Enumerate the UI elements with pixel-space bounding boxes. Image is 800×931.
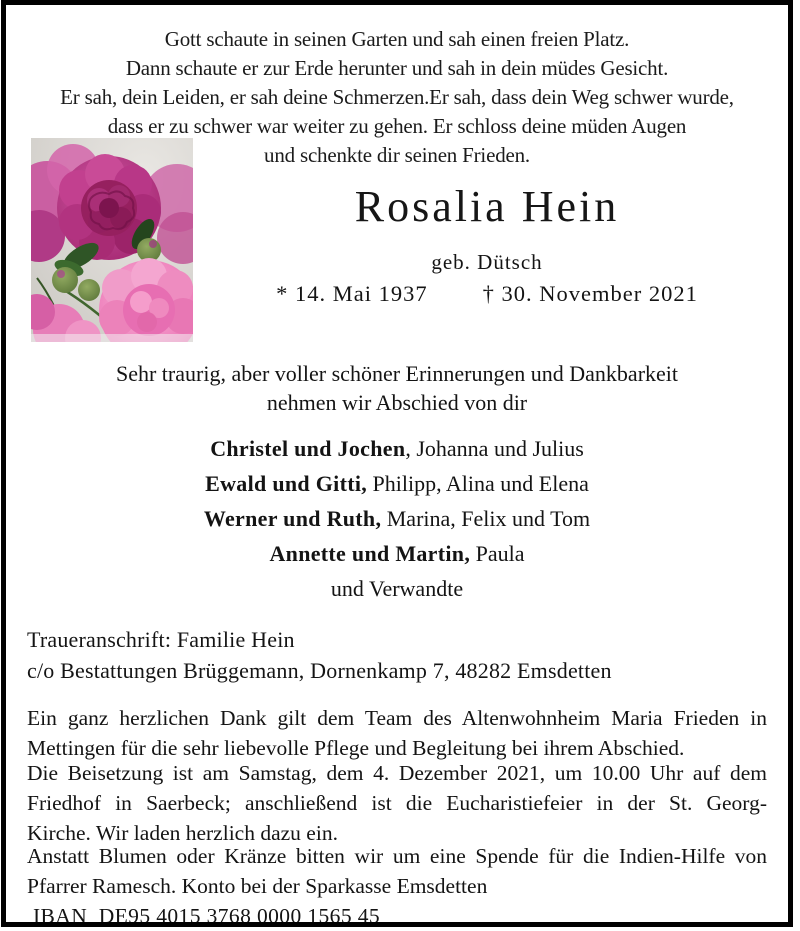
poem-line: dass er zu schwer war weiter zu gehen. Er schloss deine müden Augen <box>107 114 687 138</box>
deceased-header <box>197 182 777 309</box>
life-dates <box>197 279 777 309</box>
donation-line: Anstatt Blumen oder Kränze bitten wir um eine Spende für die Indien-Hilfe von <box>27 844 767 868</box>
mourner-line: Annette und Martin, Paula <box>269 541 525 566</box>
mourner-line: Werner und Ruth, Marina, Felix und Tom <box>203 506 591 531</box>
poem-line: Dann schaute er zur Erde herunter und sah in dein müdes Gesicht. <box>125 56 669 80</box>
peonies-photo <box>31 138 193 342</box>
iban-line: IBAN DE95 4015 3768 0000 1565 45 <box>33 904 381 927</box>
donation-paragraph <box>27 841 767 927</box>
notice-frame <box>1 0 793 927</box>
poem-line: und schenkte dir seinen Frieden. <box>264 143 530 167</box>
mourners-list <box>27 431 767 606</box>
funeral-line: Kirche. Wir laden herzlich dazu ein. <box>27 821 338 845</box>
thanks-paragraph <box>27 703 767 763</box>
farewell-line: Sehr traurig, aber voller schöner Erinnerungen und Dankbarkeit <box>115 361 679 386</box>
mourner-line: und Verwandte <box>330 576 464 601</box>
mourner-line: Ewald und Gitti, Philipp, Alina und Elena <box>205 471 589 496</box>
farewell-text <box>27 359 767 417</box>
funeral-line: Die Beisetzung ist am Samstag, dem 4. Dezember 2021, um 10.00 Uhr auf dem <box>27 761 767 785</box>
donation-line: Pfarrer Ramesch. Konto bei der Sparkasse Emsdetten <box>27 874 488 898</box>
thanks-line: Mettingen für die sehr liebevolle Pflege und Begleitung bei ihrem Abschied. <box>27 736 685 760</box>
maiden-name: geb. Dütsch <box>431 250 543 274</box>
mourning-address <box>27 624 767 686</box>
death-date: † 30. November 2021 <box>482 281 698 306</box>
farewell-line: nehmen wir Abschied von dir <box>266 390 528 415</box>
mourner-line: Christel und Jochen, Johanna und Julius <box>210 436 584 461</box>
thanks-line: Ein ganz herzlichen Dank gilt dem Team des Altenwohnheim Maria Frieden in <box>27 706 767 730</box>
peonies-illustration <box>31 138 193 342</box>
poem-line: Er sah, dein Leiden, er sah deine Schmerzen.Er sah, dass dein Weg schwer wurde, <box>60 85 734 109</box>
notice-content <box>6 5 788 927</box>
address-line: c/o Bestattungen Brüggemann, Dornenkamp 7, 48282 Emsdetten <box>27 658 612 683</box>
birth-date: * 14. Mai 1937 <box>276 281 428 306</box>
funeral-line: Friedhof in Saerbeck; anschließend ist die Eucharistiefeier in der St. Georg- <box>27 791 767 815</box>
funeral-paragraph <box>27 758 767 848</box>
deceased-name: Rosalia Hein <box>354 182 620 231</box>
address-line: Traueranschrift: Familie Hein <box>27 627 295 652</box>
poem-line: Gott schaute in seinen Garten und sah einen freien Platz. <box>164 27 630 51</box>
